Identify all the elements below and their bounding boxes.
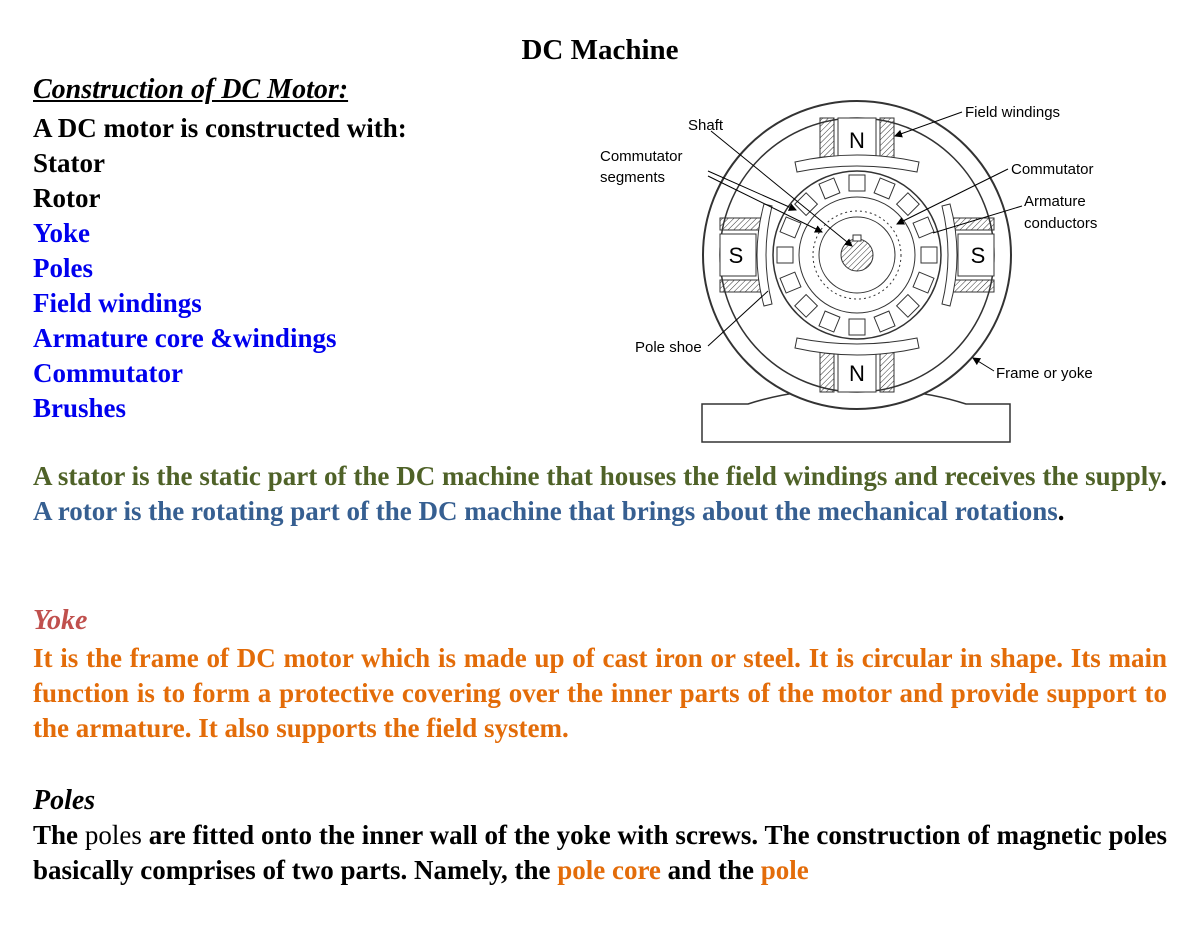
pole-left — [720, 204, 772, 306]
label-armature-2: conductors — [1024, 215, 1098, 232]
pole-label-top: N — [849, 128, 865, 153]
pole-right — [942, 204, 994, 306]
yoke-heading: Yoke — [33, 605, 88, 636]
label-commutator-segments-1: Commutator — [600, 148, 683, 165]
list-item-stator: Stator — [33, 148, 105, 178]
list-item-brushes: Brushes — [33, 393, 127, 423]
rotor-definition: A rotor is the rotating part of the DC machine that brings about the mechanical rotations — [33, 496, 1058, 526]
label-commutator-segments-2: segments — [600, 169, 666, 186]
list-item-yoke: Yoke — [33, 218, 91, 248]
list-item-rotor: Rotor — [33, 183, 101, 213]
page-title: DC Machine — [521, 34, 679, 66]
list-item-poles: Poles — [33, 253, 93, 283]
poles-text-2: are fitted onto the inner wall of the yoke with screws. The construction of magnetic poles basically comprises of two parts. Namely, the — [33, 820, 1168, 885]
poles-text-1: The — [33, 820, 79, 850]
pole-core-term: pole core — [557, 855, 661, 885]
label-frame-yoke: Frame or yoke — [996, 365, 1093, 382]
poles-paragraph — [33, 818, 1167, 888]
pole-term-end: pole — [760, 855, 809, 885]
pole-label-bottom: N — [849, 361, 865, 386]
list-item-armature: Armature core &windings — [33, 323, 337, 353]
label-shaft: Shaft — [688, 117, 724, 134]
list-item-commutator: Commutator — [33, 358, 183, 388]
label-field-windings: Field windings — [965, 104, 1061, 121]
poles-term: poles — [84, 820, 142, 850]
shaft-key — [853, 235, 861, 241]
poles-text-3: and the — [667, 855, 754, 885]
pole-label-right: S — [970, 243, 986, 268]
list-item-field-windings: Field windings — [33, 288, 202, 318]
label-pole-shoe: Pole shoe — [635, 339, 702, 356]
stator-rotor-paragraph: A stator is the static part of the DC machine that houses the field windings and receives the supply. A rotor is the rotating part of the DC machine that brings about the mechanical rotations. — [33, 461, 1167, 526]
component-list — [33, 111, 407, 426]
shaft — [841, 239, 873, 271]
pole-label-left: S — [728, 243, 744, 268]
dc-motor-diagram — [590, 96, 1130, 452]
construction-intro: A DC motor is constructed with: — [33, 113, 407, 143]
stator-definition: A stator is the static part of the DC machine that houses the field windings and receives the supply — [33, 461, 1161, 491]
label-commutator: Commutator — [1011, 161, 1094, 178]
poles-heading: Poles — [33, 785, 96, 816]
construction-heading: Construction of DC Motor: — [33, 74, 349, 105]
label-armature-1: Armature — [1024, 193, 1086, 210]
yoke-paragraph: It is the frame of DC motor which is made up of cast iron or steel. It is circular in shape. Its main function is to form a protective covering over the inner parts of the motor and provide support to the armature. It also supports the field system. — [33, 643, 1167, 743]
